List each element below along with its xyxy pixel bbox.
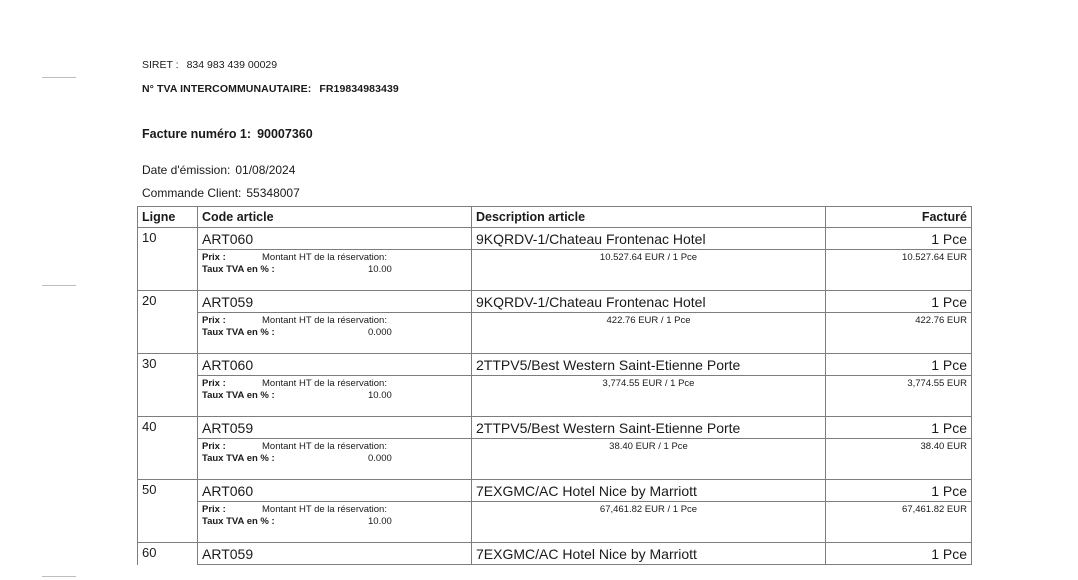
invoiced-quantity: 1 Pce — [826, 228, 972, 250]
article-code: ART060 — [198, 480, 472, 502]
price-labels-cell — [198, 313, 472, 354]
amount-ht-label: Montant HT de la réservation: — [262, 441, 387, 452]
line-number: 20 — [138, 291, 198, 354]
price-labels-cell — [198, 439, 472, 480]
table-row — [138, 228, 972, 250]
margin-mark — [42, 77, 76, 78]
amount-ht-label: Montant HT de la réservation: — [262, 252, 387, 263]
price-detail-row — [138, 439, 972, 480]
invoice-number-value: 90007360 — [257, 127, 313, 141]
vat-rate-value: 0.000 — [368, 327, 392, 338]
line-amount: 3,774.55 EUR — [826, 376, 972, 417]
table-row — [138, 417, 972, 439]
table-row — [138, 354, 972, 376]
unit-price: 3,774.55 EUR / 1 Pce — [472, 376, 826, 417]
price-detail-row — [138, 313, 972, 354]
vat-rate-value: 0.000 — [368, 453, 392, 464]
vat-rate-label: Taux TVA en % : — [202, 516, 275, 527]
unit-price: 38.40 EUR / 1 Pce — [472, 439, 826, 480]
table-row — [138, 291, 972, 313]
client-order-value: 55348007 — [246, 186, 300, 200]
issue-date-label: Date d'émission: — [142, 163, 231, 177]
article-description: 2TTPV5/Best Western Saint-Etienne Porte — [472, 354, 826, 376]
price-labels-cell — [198, 250, 472, 291]
table-row — [138, 543, 972, 565]
vat-rate-label: Taux TVA en % : — [202, 453, 275, 464]
siret-line — [142, 59, 277, 71]
line-amount: 67,461.82 EUR — [826, 502, 972, 543]
article-description: 9KQRDV-1/Chateau Frontenac Hotel — [472, 228, 826, 250]
price-label: Prix : — [202, 315, 226, 326]
unit-price: 67,461.82 EUR / 1 Pce — [472, 502, 826, 543]
line-number: 10 — [138, 228, 198, 291]
issue-date-value: 01/08/2024 — [235, 163, 296, 177]
invoice-number — [142, 127, 313, 141]
price-label: Prix : — [202, 252, 226, 263]
line-amount: 38.40 EUR — [826, 439, 972, 480]
vat-rate-value: 10.00 — [368, 264, 392, 275]
unit-price: 10.527.64 EUR / 1 Pce — [472, 250, 826, 291]
column-header-line: Ligne — [138, 207, 198, 228]
amount-ht-label: Montant HT de la réservation: — [262, 315, 387, 326]
invoiced-quantity: 1 Pce — [826, 417, 972, 439]
column-header-code: Code article — [198, 207, 472, 228]
line-amount: 10.527.64 EUR — [826, 250, 972, 291]
article-description: 7EXGMC/AC Hotel Nice by Marriott — [472, 543, 826, 565]
article-description: 7EXGMC/AC Hotel Nice by Marriott — [472, 480, 826, 502]
article-code: ART060 — [198, 354, 472, 376]
tva-value: FR19834983439 — [319, 83, 399, 95]
vat-rate-value: 10.00 — [368, 390, 392, 401]
amount-ht-label: Montant HT de la réservation: — [262, 504, 387, 515]
siret-value: 834 983 439 00029 — [186, 59, 278, 71]
tva-line — [142, 83, 399, 95]
column-header-description: Description article — [472, 207, 826, 228]
line-amount: 422.76 EUR — [826, 313, 972, 354]
margin-mark — [42, 576, 76, 577]
vat-rate-label: Taux TVA en % : — [202, 264, 275, 275]
client-order-label: Commande Client: — [142, 186, 242, 200]
price-label: Prix : — [202, 378, 226, 389]
article-code: ART059 — [198, 291, 472, 313]
client-order — [142, 186, 300, 200]
line-number: 40 — [138, 417, 198, 480]
invoice-number-label: Facture numéro 1: — [142, 127, 252, 141]
tva-label: N° TVA INTERCOMMUNAUTAIRE: — [142, 83, 312, 95]
article-code: ART060 — [198, 228, 472, 250]
siret-label: SIRET : — [142, 59, 179, 71]
column-header-invoiced: Facturé — [826, 207, 972, 228]
vat-rate-value: 10.00 — [368, 516, 392, 527]
price-labels-cell — [198, 502, 472, 543]
invoice-table — [137, 206, 972, 565]
line-number: 30 — [138, 354, 198, 417]
invoiced-quantity: 1 Pce — [826, 480, 972, 502]
invoiced-quantity: 1 Pce — [826, 354, 972, 376]
line-number: 50 — [138, 480, 198, 543]
price-labels-cell — [198, 376, 472, 417]
vat-rate-label: Taux TVA en % : — [202, 390, 275, 401]
table-header-row — [138, 207, 972, 228]
price-detail-row — [138, 250, 972, 291]
price-detail-row — [138, 376, 972, 417]
invoiced-quantity: 1 Pce — [826, 291, 972, 313]
article-description: 9KQRDV-1/Chateau Frontenac Hotel — [472, 291, 826, 313]
unit-price: 422.76 EUR / 1 Pce — [472, 313, 826, 354]
line-number: 60 — [138, 543, 198, 565]
table-row — [138, 480, 972, 502]
price-detail-row — [138, 502, 972, 543]
amount-ht-label: Montant HT de la réservation: — [262, 378, 387, 389]
margin-mark — [42, 285, 76, 286]
price-label: Prix : — [202, 441, 226, 452]
vat-rate-label: Taux TVA en % : — [202, 327, 275, 338]
article-code: ART059 — [198, 543, 472, 565]
article-description: 2TTPV5/Best Western Saint-Etienne Porte — [472, 417, 826, 439]
invoiced-quantity: 1 Pce — [826, 543, 972, 565]
article-code: ART059 — [198, 417, 472, 439]
issue-date — [142, 163, 295, 177]
price-label: Prix : — [202, 504, 226, 515]
